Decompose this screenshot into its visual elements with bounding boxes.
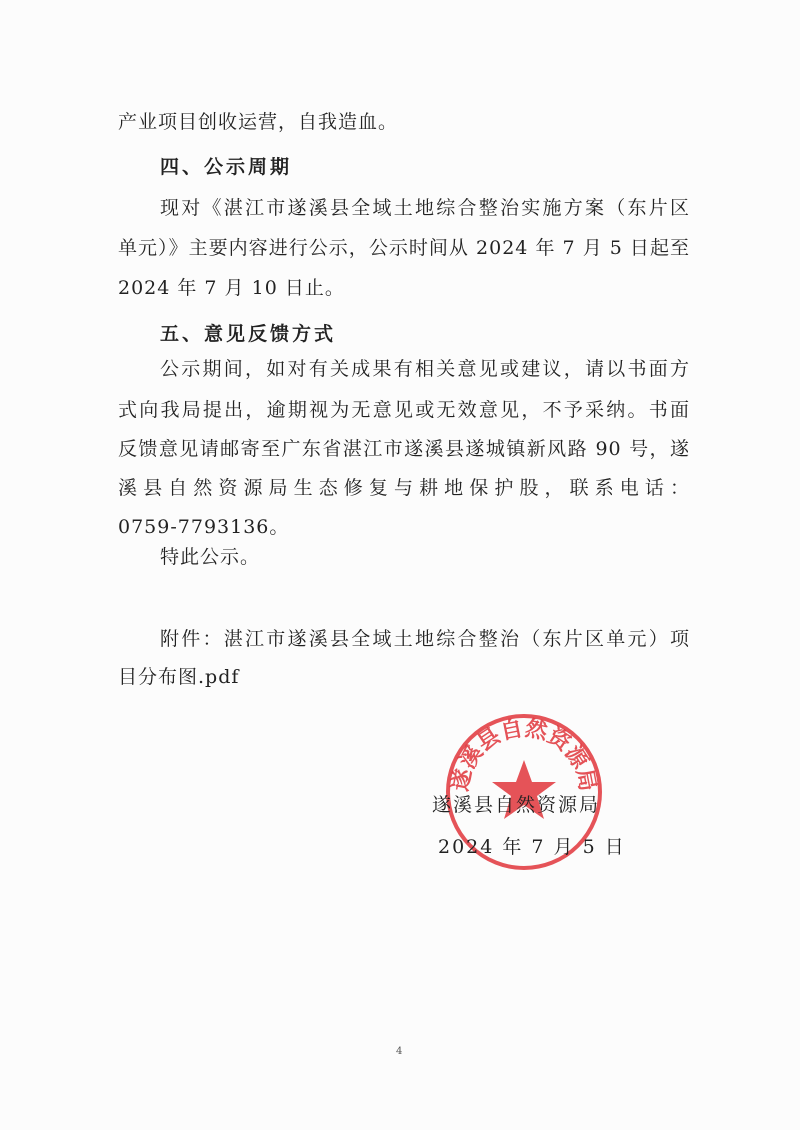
attachment-line-1: 附件：湛江市遂溪县全域土地综合整治（东片区单元）项 [160, 628, 690, 650]
signature-org: 遂溪县自然资源局 [432, 794, 601, 816]
paragraph-line-10: 溪县自然资源局生态修复与耕地保护股，联系电话： [118, 477, 690, 499]
attachment-line-2: 目分布图.pdf [118, 666, 240, 688]
section-heading-5: 五、意见反馈方式 [160, 323, 337, 345]
paragraph-line-7: 公示期间，如对有关成果有相关意见或建议，请以书面方 [160, 358, 690, 380]
signature-date: 2024 年 7 月 5 日 [438, 836, 626, 858]
paragraph-line-5: 2024 年 7 月 10 日止。 [118, 277, 345, 299]
closing-line: 特此公示。 [160, 546, 261, 568]
page-number: 4 [396, 1046, 403, 1057]
seal-text: 遂溪县自然资源局 [448, 716, 600, 794]
section-heading-4: 四、公示周期 [160, 156, 293, 178]
paragraph-line-8: 式向我局提出，逾期视为无意见或无效意见，不予采纳。书面 [118, 399, 690, 421]
paragraph-line-1: 产业项目创收运营，自我造血。 [118, 111, 399, 133]
paragraph-line-11: 0759-7793136。 [118, 516, 290, 538]
paragraph-line-3: 现对《湛江市遂溪县全域土地综合整治实施方案（东片区 [160, 197, 690, 219]
paragraph-line-4: 单元）》主要内容进行公示，公示时间从 2024 年 7 月 5 日起至 [118, 237, 690, 259]
paragraph-line-9: 反馈意见请邮寄至广东省湛江市遂溪县遂城镇新风路 90 号，遂 [118, 438, 690, 460]
